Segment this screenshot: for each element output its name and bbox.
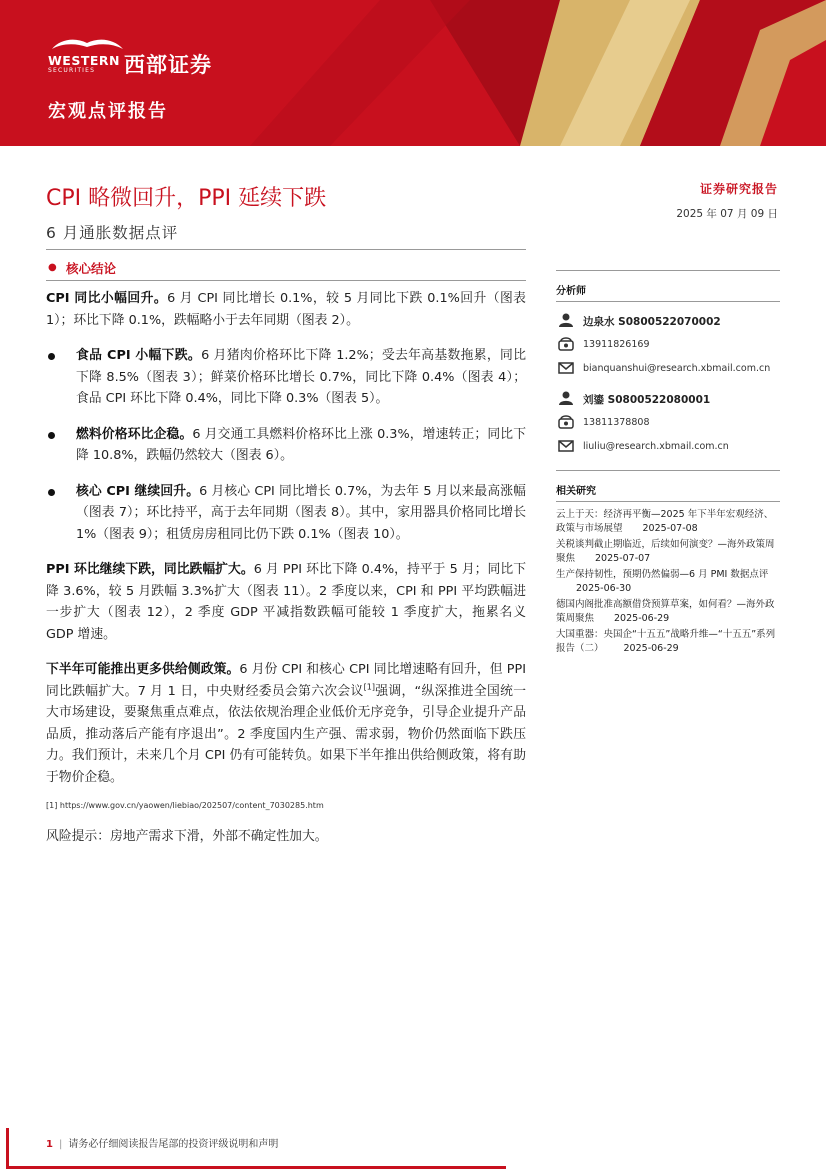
analyst-name: 边泉水 S0800522070002 [583,316,721,328]
main-body [46,288,526,848]
company-logo [48,50,212,78]
page-title: CPI 略微回升，PPI 延续下跌 [46,186,327,211]
related-report-title: 德国内阁批准高额借贷预算草案，如何看？—海外政策周聚焦 [556,599,775,624]
paragraph-lead: PPI 环比继续下跌，同比跌幅扩大。 [46,562,254,577]
analyst-email-row [556,436,780,458]
related-report-title: 关税谈判截止期临近，后续如何演变？—海外政策周聚焦 [556,539,775,564]
report-label: 证券研究报告 [699,182,778,196]
related-report-link[interactable] [556,628,780,656]
related-research [556,470,780,656]
bullet-lead: 食品 CPI 小幅下跌。 [76,348,202,363]
analyst-name: 刘鎏 S0800522080001 [583,394,711,406]
bullet-lead: 燃料价格环比企稳。 [76,426,193,442]
logo-chinese-name: 西部证券 [123,53,212,77]
paragraph-lead: 下半年可能推出更多供给侧政策。 [46,662,240,677]
related-section-title: 相关研究 [556,486,596,497]
footer-separator: | [58,1139,63,1150]
footnote-ref[interactable]: [1] [363,682,375,692]
footer-disclaimer: 请务必仔细阅读报告尾部的投资评级说明和声明 [68,1139,279,1150]
phone-icon [558,336,574,352]
bullet-text: 6 月猪肉价格环比下降 1.2%；受去年高基数拖累，同比下降 8.5%（图表 3）；鲜菜价格环比增长 0.7%，同比下降 0.4%（图表 4）；食品 CPI 环比下降 0.4%，同比下降 0.3%（图表 5）。 [76,348,526,406]
related-report-link[interactable] [556,568,780,596]
person-icon [558,390,574,406]
analyst-email-row [556,358,780,380]
analyst-phone: 13911826169 [583,339,650,350]
page-subtitle: 6 月通胀数据点评 [46,224,179,242]
related-report-date: 2025-07-08 [642,523,698,534]
related-report-date: 2025-06-30 [576,583,632,594]
analyst-phone-row [556,412,780,434]
related-report-date: 2025-07-07 [595,553,651,564]
paragraph-ppi [46,559,526,645]
related-report-title: 云上于天：经济再平衡—2025 年下半年宏观经济、政策与市场展望 [556,509,774,534]
related-report-title: 大国重器：央国企“十五五”战略升维—“十五五”系列报告（二） [556,629,776,654]
paragraph-text: 6 月份 CPI 和核心 CPI 同比增速略有回升，但 PPI 同比跌幅扩大。7 月 1 日，中央财经委员会第六次会议 [46,662,527,699]
mail-icon [558,360,574,376]
logo-english-name: WESTERN [48,52,120,68]
related-report-link[interactable] [556,508,780,536]
logo-english [48,54,120,75]
related-report-link[interactable] [556,538,780,566]
related-report-date: 2025-06-29 [614,613,670,624]
footnote: [1] https://www.gov.cn/yaowen/liebiao/202507/content_7030285.htm [46,801,324,810]
heading-bullet-icon: ● [48,262,57,273]
analyst-section-title: 分析师 [556,286,586,297]
bullet-food-cpi [46,345,526,410]
bullet-dot-icon [48,489,55,496]
sidebar-divider [556,501,780,502]
header-banner [0,0,826,146]
paragraph-lead: CPI 同比小幅回升。 [46,291,168,306]
bullet-lead: 核心 CPI 继续回升。 [76,483,200,499]
page-footer [46,1135,278,1150]
title-divider [46,249,526,250]
analyst-email[interactable]: liuliu@research.xbmail.com.cn [583,441,729,452]
report-date: 2025 年 07 月 09 日 [676,208,778,220]
logo-horn-icon [50,37,125,51]
report-type: 宏观点评报告 [48,101,168,122]
related-report-title: 生产保持韧性，预期仍然偏弱—6 月 PMI 数据点评 [556,569,769,580]
risk-warning: 风险提示：房地产需求下滑，外部不确定性加大。 [46,829,328,844]
phone-icon [558,414,574,430]
mail-icon [558,438,574,454]
sidebar-divider [556,301,780,302]
paragraph-text: 6 月 PPI 环比下降 0.4%，持平于 5 月；同比下降 3.6%，较 5 月跌幅 3.3%扩大（图表 11）。2 季度以来，CPI 和 PPI 平均跌幅进一步扩大（图表 12），2 季度 GDP 平减指数跌幅可能较 1 季度扩大，拖累名义 GDP 增速。 [46,562,526,642]
bullet-text: 6 月核心 CPI 同比增长 0.7%，为去年 5 月以来最高涨幅（图表 7）；环比持平，高于去年同期（图表 8）。其中，家用器具价格同比增长 1%（图表 9）；租赁房房租同比仍下跌 0.1%（图表 10）。 [76,483,526,542]
sidebar [556,270,780,658]
paragraph-cpi [46,288,526,331]
paragraph-text-cont: 强调，“纵深推进全国统一大市场建设，要聚焦重点难点，依法依规治理企业低价无序竞争，引导企业提升产品品质，推动落后产能有序退出”。2 季度国内生产强、需求弱，物价仍然面临下跌压力。我们预计，未来几个月 CPI 仍有可能转负。如果下半年推出供给侧政策，将有助于物价企稳。 [46,683,526,785]
bullet-fuel [46,424,526,467]
bullet-dot-icon [48,353,55,360]
analyst-phone-row [556,334,780,356]
paragraph-policy [46,659,526,788]
page-number: 1 [46,1139,53,1150]
core-heading-text: 核心结论 [66,261,117,276]
analyst-name-row [556,310,780,332]
bullet-core-cpi [46,481,526,546]
logo-english-sub: SECURITIES [48,66,96,74]
analyst-name-row [556,388,780,410]
paragraph-text: 6 月 CPI 同比增长 0.1%，较 5 月同比下跌 0.1%回升（图表 1）；环比下降 0.1%，跌幅略小于去年同期（图表 2）。 [46,291,526,328]
bullet-dot-icon [48,432,55,439]
analyst-email[interactable]: bianquanshui@research.xbmail.com.cn [583,363,771,374]
corner-accent-vertical [6,1128,9,1169]
core-conclusion-heading [46,258,526,280]
analyst-phone: 13811378808 [583,417,650,428]
person-icon [558,312,574,328]
bullet-text: 6 月交通工具燃料价格环比上涨 0.3%，增速转正；同比下降 10.8%，跌幅仍然较大（图表 6）。 [76,426,526,463]
related-report-date: 2025-06-29 [623,643,679,654]
related-report-link[interactable] [556,598,780,626]
heading-divider [46,280,526,281]
